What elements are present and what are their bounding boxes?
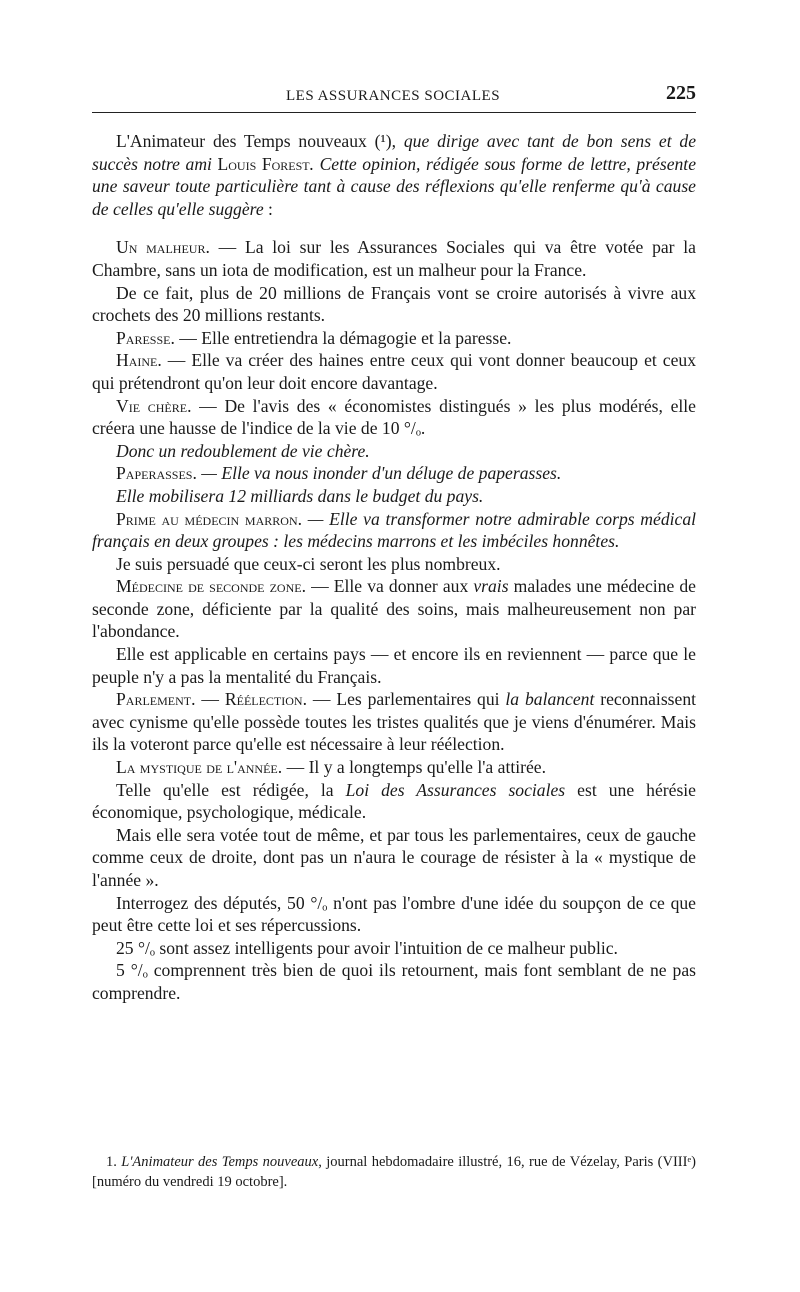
- paragraph: Elle mobilisera 12 milliards dans le budget du pays.: [116, 485, 484, 506]
- section-malheur: [92, 236, 696, 281]
- paragraph: De ce fait, plus de 20 millions de Français vont se croire autorisés à vivre aux crochets des 20 millions restants.: [92, 282, 696, 326]
- section-text: — Elle va créer des haines entre ceux qui vont donner beaucoup et ceux qui prétendront qu'on leur doit encore davantage.: [92, 350, 696, 393]
- paragraph-text: Telle qu'elle est rédigée, la: [116, 779, 346, 800]
- section-heading: La mystique de l'année.: [116, 757, 283, 778]
- intro-separator: ,: [391, 131, 404, 151]
- section-text-cont: malades une médecine de seconde zone, déficiente par la qualité des soins, mais malheureusement non par l'abondance.: [92, 576, 696, 642]
- section-heading: Médecine de seconde zone.: [116, 576, 306, 597]
- footnote-reference: (¹): [374, 131, 392, 151]
- intro-end: :: [263, 198, 273, 219]
- section-text-cont: reconnaissent avec cynisme qu'elle possède toutes les tristes qualités que je viens d'énumérer. Mais ils la voteront parce qu'elle est nécessaire à leur réélection.: [92, 689, 697, 755]
- section-heading: Prime au médecin marron.: [116, 508, 303, 529]
- section-heading-2: Réélection.: [224, 689, 307, 710]
- footnotes: [92, 1152, 696, 1192]
- section-heading: Un malheur.: [116, 237, 210, 258]
- author-name: Louis Forest: [217, 153, 310, 174]
- section-heading: Parlement.: [116, 689, 196, 710]
- section-text: — Elle entretiendra la démagogie et la paresse.: [174, 327, 512, 348]
- law-title: Loi des Assurances sociales: [345, 779, 566, 800]
- footnote-title: L'Animateur des Temps nouveaux: [121, 1154, 319, 1170]
- section-heading: Paperasses.: [116, 463, 197, 484]
- intro-lead: L'Animateur des Temps nouveaux: [116, 131, 375, 151]
- section-heading: Vie chère.: [116, 395, 192, 416]
- body-text: [92, 130, 696, 1005]
- section-paresse: [92, 327, 696, 350]
- paragraph-text-cont: est une hérésie économique, psychologique, médicale.: [92, 779, 696, 823]
- section-emphasis: la balancent: [505, 689, 595, 710]
- section-mystique: [92, 756, 696, 779]
- paragraph: Mais elle sera votée tout de même, et par tous les parlementaires, ceux de gauche comme ceux de droite, dont pas un n'aura le courage de résister à la « mystique de l'année ».: [92, 824, 696, 890]
- section-heading: Haine.: [116, 350, 162, 371]
- paragraph: 5 °/ₒ comprennent très bien de quoi ils retournent, mais font semblant de ne pas comprendre.: [92, 960, 696, 1003]
- section-emphasis: vrais: [473, 576, 509, 597]
- paragraph: Je suis persuadé que ceux-ci seront les plus nombreux.: [116, 553, 501, 574]
- section-prime: [92, 508, 696, 553]
- paragraph: Elle est applicable en certains pays — et encore ils en reviennent — parce que le peuple n'y a pas la mentalité du Français.: [92, 644, 696, 687]
- paragraph: 25 °/ₒ sont assez intelligents pour avoir l'intuition de ce malheur public.: [116, 937, 618, 958]
- paragraph: Interrogez des députés, 50 °/ₒ n'ont pas l'ombre d'une idée du soupçon de ce que peut être cette loi et ses répercussions.: [92, 892, 696, 936]
- footnote-number: 1.: [106, 1154, 122, 1170]
- section-text: — Il y a longtemps qu'elle l'a attirée.: [282, 757, 546, 778]
- section-text: — De l'avis des « économistes distingués » les plus modérés, elle créera une hausse de l'indice de la vie de 10 °/ₒ.: [92, 395, 696, 439]
- section-dash: —: [195, 689, 225, 710]
- section-heading: Paresse.: [116, 327, 175, 348]
- section-paperasses: [92, 462, 696, 485]
- paragraph: [92, 779, 696, 824]
- page-header: [92, 82, 696, 113]
- section-text: — Elle va nous inonder d'un déluge de paperasses.: [196, 463, 562, 484]
- paragraph: Donc un redoublement de vie chère.: [116, 440, 370, 461]
- section-text: — La loi sur les Assurances Sociales qui va être votée par la Chambre, sans un iota de modification, est un malheur pour la France.: [92, 237, 696, 280]
- section-text: — Elle va transformer notre admirable corps médical français en deux groupes : les médecins marrons et les imbéciles honnêtes.: [92, 508, 696, 552]
- intro-italic-2: . Cette opinion, rédigée sous forme de lettre, présente une saveur toute particulière tant à cause des réflexions qu'elle renferme qu'à cause de celles qu'elle suggère: [92, 153, 696, 219]
- running-title: LES ASSURANCES SOCIALES: [286, 88, 501, 104]
- footnote: [92, 1152, 696, 1192]
- section-vie-chere: [92, 395, 696, 440]
- section-text: — Elle va donner aux: [305, 576, 474, 597]
- intro-italic-1: que dirige avec tant de bon sens et de succès notre ami: [92, 131, 697, 174]
- section-medecine: [92, 575, 696, 643]
- page-number: 225: [666, 82, 696, 104]
- section-parlement: [92, 688, 696, 756]
- footnote-text: , journal hebdomadaire illustré, 16, rue de Vézelay, Paris (VIIIᵉ) [numéro du vendredi 19 octobre].: [92, 1154, 696, 1190]
- section-haine: [92, 349, 696, 394]
- intro-paragraph: [92, 130, 696, 220]
- section-text: — Les parlementaires qui: [307, 689, 506, 710]
